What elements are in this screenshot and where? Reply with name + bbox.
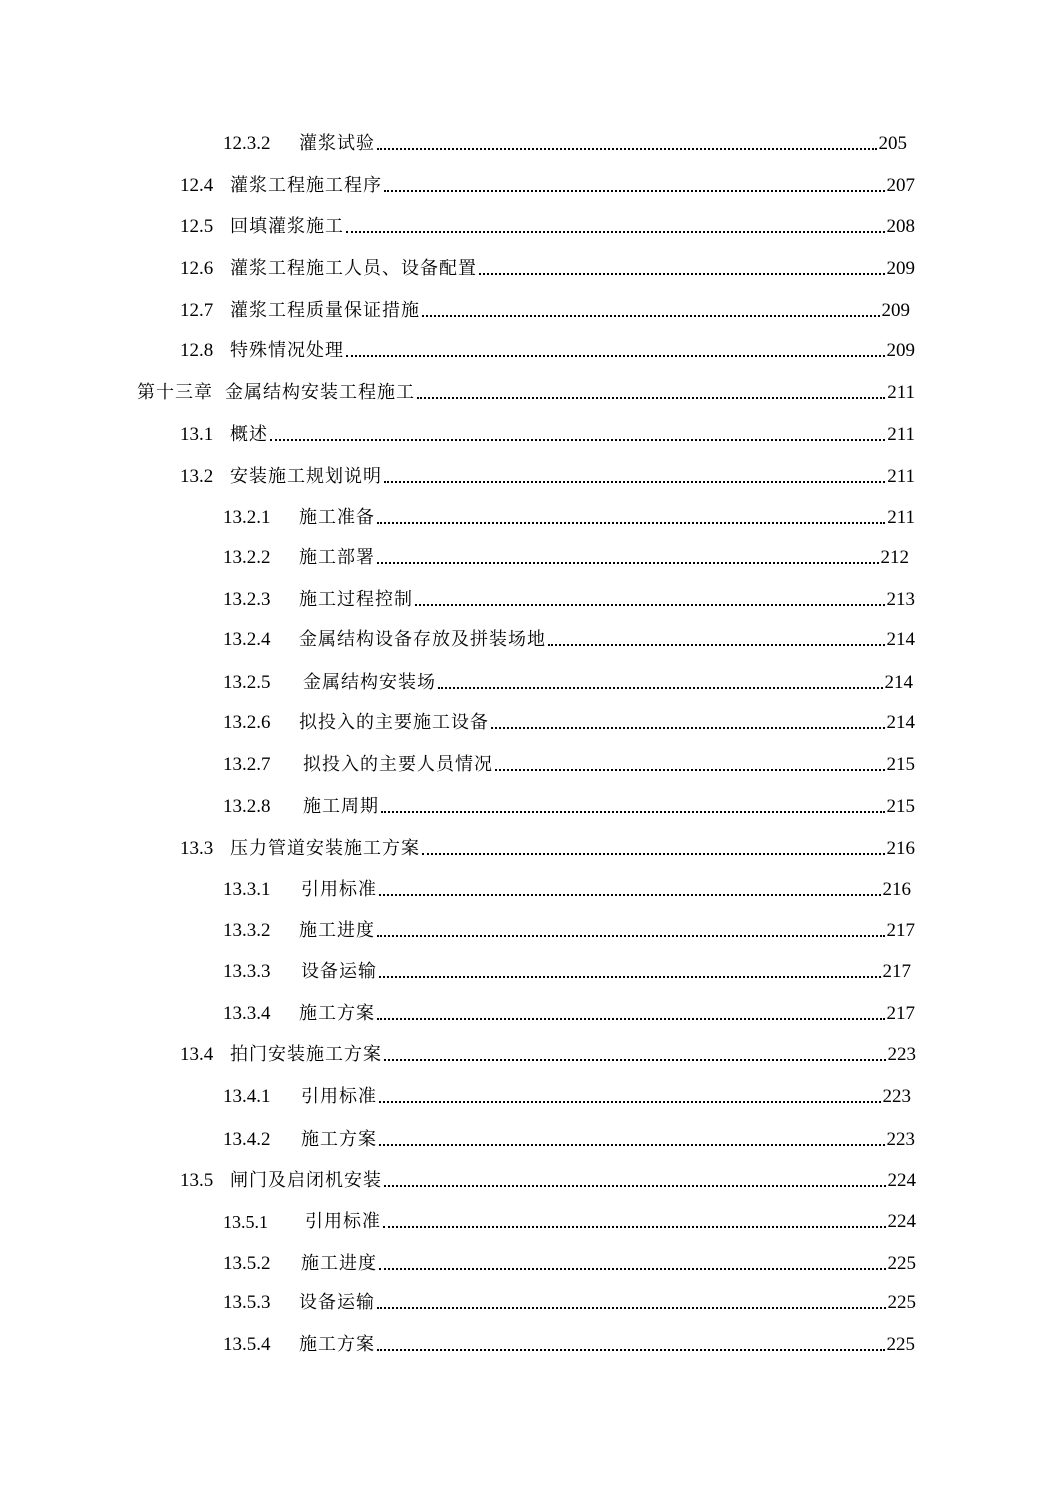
- toc-entry-number: 13.2.2: [223, 547, 271, 568]
- dot-leader: [377, 1018, 885, 1020]
- toc-entry-number: 13.5.4: [223, 1334, 271, 1355]
- toc-entry-page: 223: [887, 1044, 916, 1065]
- toc-entry-title: 拟投入的主要人员情况: [303, 754, 493, 775]
- dot-leader: [379, 894, 881, 896]
- dot-leader: [377, 148, 877, 150]
- toc-entry-title: 施工方案: [301, 1129, 377, 1150]
- dot-leader: [270, 439, 885, 441]
- toc-entry-number: 13.3.4: [223, 1003, 271, 1024]
- toc-entry[interactable]: [223, 621, 915, 651]
- toc-entry[interactable]: [223, 499, 915, 529]
- toc-entry-page: 225: [887, 1292, 916, 1313]
- toc-entry[interactable]: [223, 995, 915, 1025]
- toc-entry-title: 金属结构安装工程施工: [225, 382, 415, 403]
- dot-leader: [379, 976, 881, 978]
- dot-leader: [379, 1101, 881, 1103]
- toc-entry-number: 13.4.2: [223, 1129, 271, 1150]
- toc-entry-page: 209: [881, 300, 910, 321]
- toc-entry[interactable]: [180, 416, 915, 446]
- toc-entry-number: 13.2.5: [223, 672, 271, 693]
- toc-entry-number: 12.3.2: [223, 133, 271, 154]
- toc-entry[interactable]: [223, 1326, 915, 1356]
- toc-entry-title: 拍门安装施工方案: [230, 1044, 382, 1065]
- toc-entry[interactable]: [223, 871, 911, 901]
- toc-entry-title: 施工过程控制: [299, 589, 413, 610]
- toc-entry[interactable]: [223, 1284, 916, 1314]
- toc-entry-number: 13.2.3: [223, 589, 271, 610]
- toc-entry[interactable]: [223, 912, 915, 942]
- toc-entry-number: 13.1: [180, 424, 214, 445]
- toc-entry-title: 闸门及启闭机安装: [230, 1170, 382, 1191]
- toc-entry[interactable]: [223, 788, 915, 818]
- dot-leader: [548, 644, 885, 646]
- toc-entry[interactable]: [180, 167, 915, 197]
- toc-entry-title: 金属结构安装场: [303, 672, 436, 693]
- toc-entry-title: 回填灌浆施工: [230, 216, 344, 237]
- toc-entry-page: 223: [882, 1086, 911, 1107]
- dot-leader: [377, 562, 879, 564]
- toc-entry[interactable]: [223, 125, 907, 155]
- toc-entry-number: 13.3.3: [223, 961, 271, 982]
- toc-entry-page: 214: [886, 629, 915, 650]
- toc-entry-number: 13.2.6: [223, 712, 271, 733]
- dot-leader: [377, 1307, 886, 1309]
- dot-leader: [379, 1268, 886, 1270]
- toc-entry-number: 13.4.1: [223, 1086, 271, 1107]
- dot-leader: [384, 481, 885, 483]
- dot-leader: [384, 190, 885, 192]
- toc-entry-number: 12.4: [180, 175, 214, 196]
- toc-entry-title: 特殊情况处理: [230, 340, 344, 361]
- toc-entry-title: 拟投入的主要施工设备: [299, 712, 489, 733]
- toc-entry-number: 13.4: [180, 1044, 214, 1065]
- toc-entry-page: 215: [886, 754, 915, 775]
- toc-entry-page: 209: [886, 340, 915, 361]
- dot-leader: [491, 727, 885, 729]
- toc-entry[interactable]: [180, 250, 915, 280]
- toc-entry-page: 224: [887, 1170, 916, 1191]
- dot-leader: [479, 273, 885, 275]
- toc-entry-number: 13.5: [180, 1170, 214, 1191]
- toc-entry-number: 12.7: [180, 300, 214, 321]
- toc-entry-title: 施工方案: [299, 1334, 375, 1355]
- toc-entry-page: 217: [886, 920, 915, 941]
- toc-entry-number: 13.3.1: [223, 879, 271, 900]
- toc-entry-number: 13.5.2: [223, 1253, 271, 1274]
- toc-entry-title: 施工方案: [299, 1003, 375, 1024]
- toc-entry-number: 13.2.1: [223, 507, 271, 528]
- toc-entry-page: 207: [886, 175, 915, 196]
- toc-entry-title: 压力管道安装施工方案: [230, 838, 420, 859]
- toc-entry-page: 216: [886, 838, 915, 859]
- toc-entry-title: 引用标准: [305, 1211, 381, 1232]
- toc-entry-page: 205: [878, 133, 907, 154]
- toc-entry[interactable]: [223, 539, 909, 569]
- dot-leader: [384, 1185, 886, 1187]
- toc-entry-number: 13.2.8: [223, 796, 271, 817]
- toc-entry-title: 施工进度: [299, 920, 375, 941]
- dot-leader: [381, 811, 885, 813]
- toc-entry-number: 13.5.3: [223, 1292, 271, 1313]
- dot-leader: [422, 853, 885, 855]
- toc-entry-title: 灌浆试验: [299, 133, 375, 154]
- toc-entry-page: 224: [887, 1211, 916, 1232]
- toc-entry[interactable]: [223, 1078, 911, 1108]
- toc-entry-page: 217: [882, 961, 911, 982]
- toc-entry-page: 213: [886, 589, 915, 610]
- toc-entry-page: 212: [880, 547, 909, 568]
- toc-entry-number: 12.6: [180, 258, 214, 279]
- toc-entry-title: 灌浆工程施工人员、设备配置: [230, 258, 477, 279]
- toc-entry[interactable]: [180, 1162, 916, 1192]
- dot-leader: [384, 1059, 886, 1061]
- toc-entry-title: 施工准备: [299, 507, 375, 528]
- toc-entry-title: 设备运输: [301, 961, 377, 982]
- toc-entry[interactable]: [223, 1245, 916, 1275]
- toc-entry[interactable]: [180, 332, 915, 362]
- toc-entry-page: 211: [887, 424, 915, 445]
- toc-entry-page: 214: [886, 712, 915, 733]
- dot-leader: [422, 315, 880, 317]
- toc-entry-title: 施工周期: [303, 796, 379, 817]
- dot-leader: [379, 1144, 885, 1146]
- toc-entry-page: 211: [887, 466, 915, 487]
- toc-entry-title: 引用标准: [301, 879, 377, 900]
- toc-entry-number: 13.2.7: [223, 754, 271, 775]
- dot-leader: [495, 769, 885, 771]
- toc-entry-title: 安装施工规划说明: [230, 466, 382, 487]
- toc-entry-page: 223: [886, 1129, 915, 1150]
- toc-chapter-entry[interactable]: [137, 374, 915, 404]
- toc-entry-number: 13.2.4: [223, 629, 271, 650]
- dot-leader: [377, 935, 885, 937]
- toc-entry[interactable]: [223, 664, 913, 694]
- toc-entry[interactable]: [223, 1121, 915, 1151]
- toc-entry-page: 211: [887, 507, 915, 528]
- toc-entry-page: 225: [887, 1253, 916, 1274]
- toc-entry-title: 引用标准: [301, 1086, 377, 1107]
- toc-entry[interactable]: [223, 581, 915, 611]
- toc-entry-page: 216: [882, 879, 911, 900]
- toc-entry[interactable]: [180, 830, 915, 860]
- toc-entry-title: 施工进度: [301, 1253, 377, 1274]
- toc-entry[interactable]: [180, 1036, 916, 1066]
- dot-leader: [346, 231, 885, 233]
- toc-entry[interactable]: [223, 953, 911, 983]
- toc-entry[interactable]: [180, 208, 915, 238]
- toc-entry-page: 215: [886, 796, 915, 817]
- toc-entry-number: 12.5: [180, 216, 214, 237]
- toc-entry-number: 13.5.1: [223, 1212, 268, 1232]
- toc-entry-title: 施工部署: [299, 547, 375, 568]
- toc-entry-page: 211: [887, 382, 915, 403]
- toc-entry-number: 13.2: [180, 466, 214, 487]
- toc-entry[interactable]: [180, 292, 910, 322]
- toc-entry-number: 12.8: [180, 340, 214, 361]
- toc-entry-page: 214: [884, 672, 913, 693]
- dot-leader: [377, 1349, 885, 1351]
- toc-entry[interactable]: [180, 458, 915, 488]
- toc-entry[interactable]: [223, 746, 915, 776]
- toc-entry-page: 217: [886, 1003, 915, 1024]
- dot-leader: [415, 604, 885, 606]
- dot-leader: [377, 522, 885, 524]
- toc-entry-title: 灌浆工程施工程序: [230, 175, 382, 196]
- toc-entry-number: 13.3.2: [223, 920, 271, 941]
- toc-entry-title: 设备运输: [299, 1292, 375, 1313]
- toc-entry-page: 225: [886, 1334, 915, 1355]
- toc-entry-page: 208: [886, 216, 915, 237]
- dot-leader: [438, 687, 883, 689]
- dot-leader: [346, 355, 885, 357]
- toc-entry[interactable]: [223, 704, 915, 734]
- dot-leader: [383, 1226, 886, 1228]
- toc-entry-number: 13.3: [180, 838, 214, 859]
- toc-entry-title: 灌浆工程质量保证措施: [230, 300, 420, 321]
- toc-entry[interactable]: [223, 1203, 916, 1233]
- toc-entry-title: 概述: [230, 424, 268, 445]
- toc-entry-page: 209: [886, 258, 915, 279]
- dot-leader: [417, 397, 885, 399]
- toc-chapter-number: 第十三章: [137, 382, 213, 403]
- toc-entry-title: 金属结构设备存放及拼装场地: [299, 629, 546, 650]
